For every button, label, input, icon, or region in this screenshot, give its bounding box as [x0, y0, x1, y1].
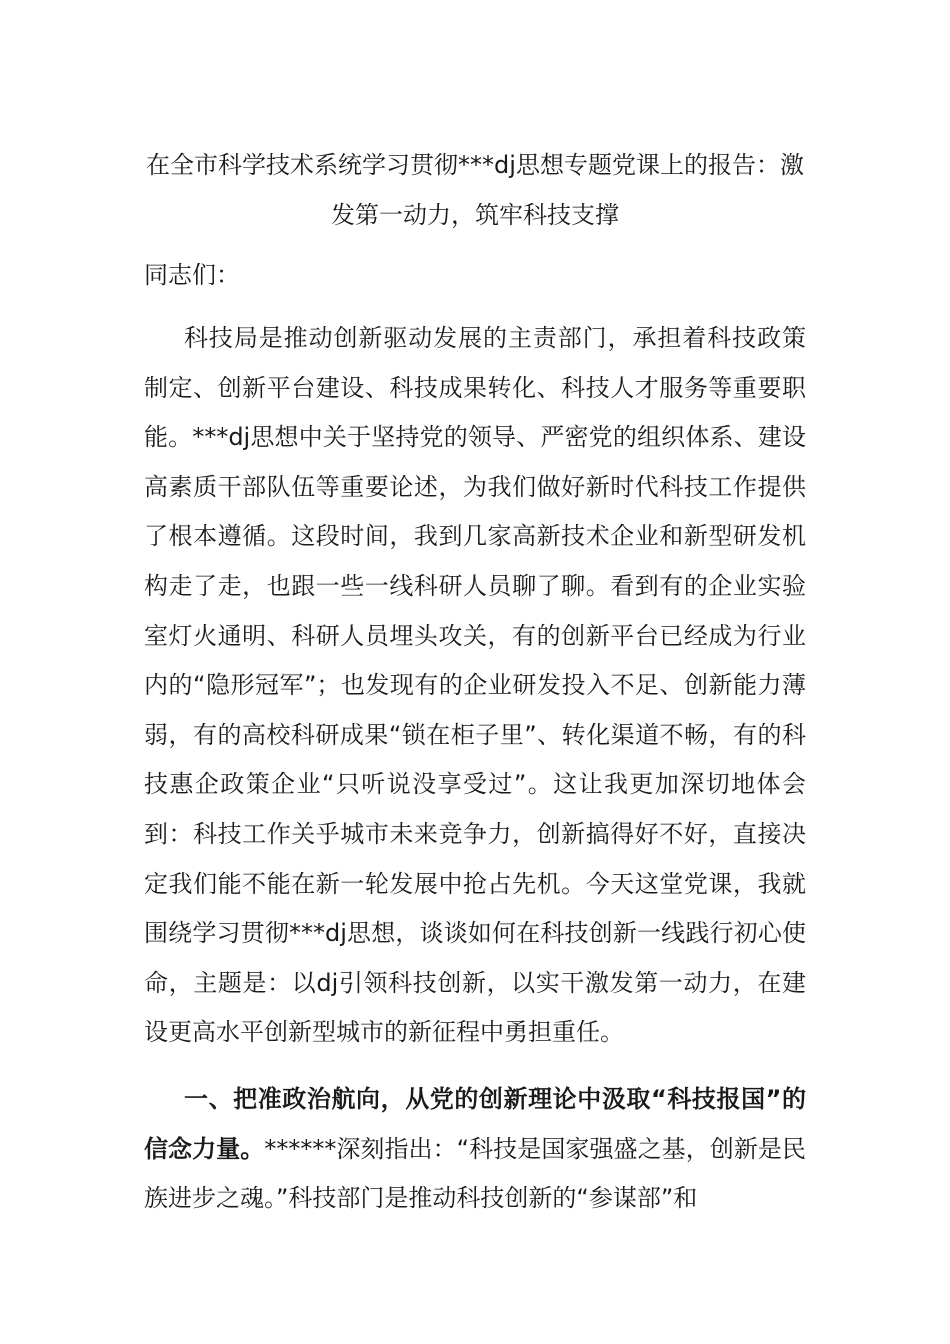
document-title: 在全市科学技术系统学习贯彻***dj思想专题党课上的报告：激发第一动力，筑牢科技支撑	[146, 151, 804, 229]
paragraph-intro: 科技局是推动创新驱动发展的主责部门，承担着科技政策制定、创新平台建设、科技成果转化、科技人才服务等重要职能。***dj思想中关于坚持党的领导、严密党的组织体系、建设高素质干部队伍等重要论述，为我们做好新时代科技工作提供了根本遵循。这段时间，我到几家高新技术企业和新型研发机构走了走，也跟一些一线科研人员聊了聊。看到有的企业实验室灯火通明、科研人员埋头攻关，有的创新平台已经成为行业内的“隐形冠军”；也发现有的企业研发投入不足、创新能力薄弱，有的高校科研成果“锁在柜子里”、转化渠道不畅，有的科技惠企政策企业“只听说没享受过”。这让我更加深切地体会到：科技工作关乎城市未来竞争力，创新搞得好不好，直接决定我们能不能在新一轮发展中抢占先机。今天这堂党课，我就围绕学习贯彻***dj思想，谈谈如何在科技创新一线践行初心使命，主题是：以dj引领科技创新，以实干激发第一动力，在建设更高水平创新型城市的新征程中勇担重任。	[144, 324, 806, 1047]
salutation: 同志们：	[144, 261, 240, 289]
section-1-text: ******深刻指出：“科技是国家强盛之基，创新是民族进步之魂。”科技部门是推动科技创新的“参谋部”和	[144, 1134, 806, 1213]
section-1-heading: 一、把准政治航向，从党的创新理论中汲取“科技报国”的信念力量。	[144, 1085, 806, 1163]
paragraph-section-1	[144, 1075, 806, 1224]
